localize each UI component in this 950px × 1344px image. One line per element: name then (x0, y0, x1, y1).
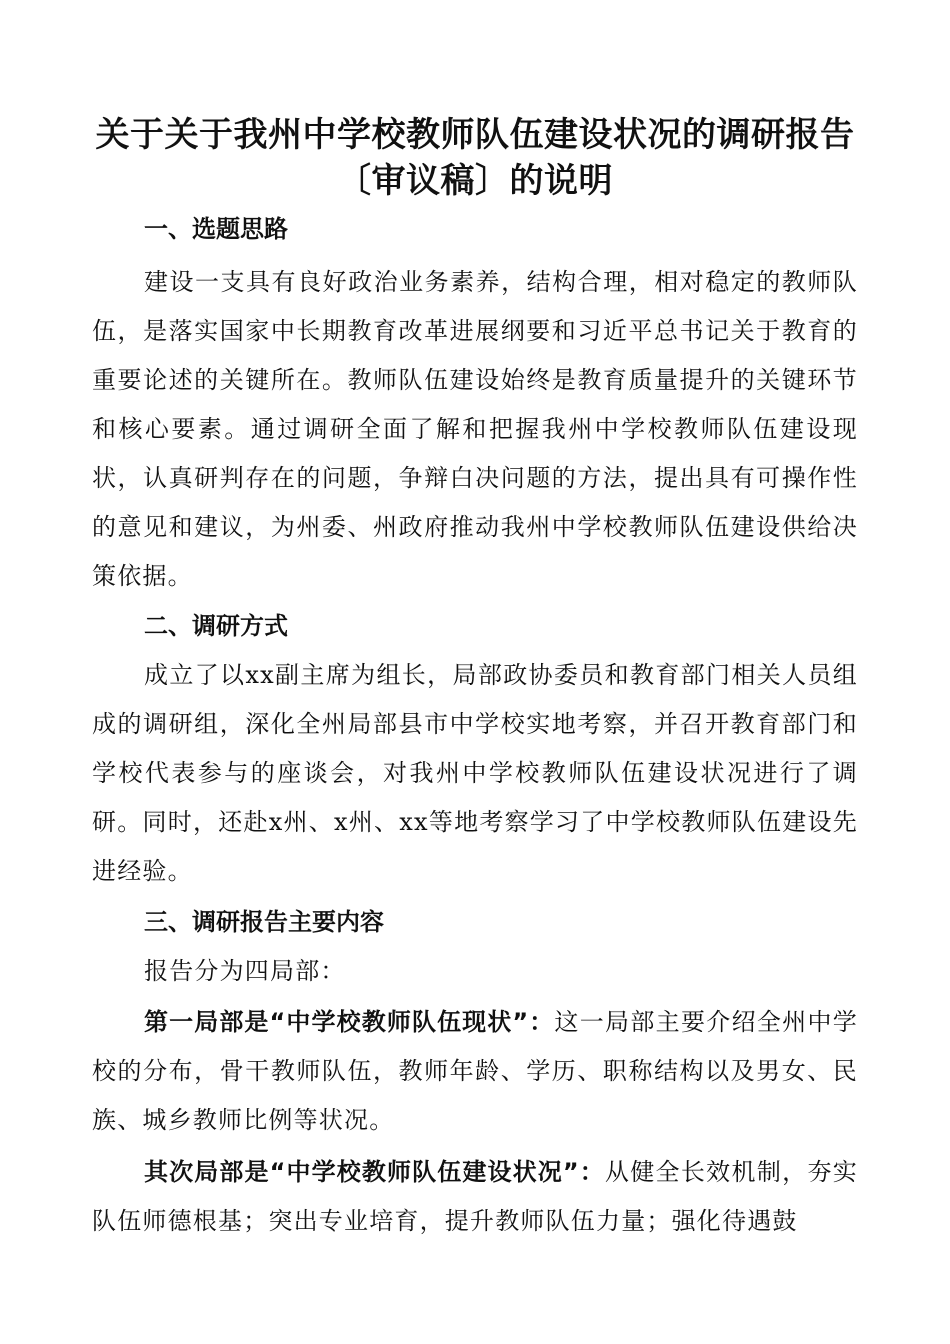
document-title: 关于关于我州中学校教师队伍建设状况的调研报告〔审议稿〕的说明 (95, 115, 855, 201)
content-part-1-lead: 第一局部是“中学校教师队伍现状”： (144, 1008, 555, 1036)
section-paragraph-topic: 建设一支具有良好政治业务素养，结构合理，相对稳定的教师队伍，是落实国家中长期教育改革进展纲要和习近平总书记关于教育的重要论述的关键所在。教师队伍建设始终是教育质量提升的关键环节和核心要素。通过调研全面了解和把握我州中学校教师队伍建设现状，认真研判存在的问题，争辩白决问题的方法，提出具有可操作性的意见和建议，为州委、州政府推动我州中学校教师队伍建设供给决策依据。 (92, 268, 858, 590)
section-heading-method: 二、调研方式 (144, 612, 288, 640)
section-heading-topic: 一、选题思路 (144, 215, 288, 243)
section-heading-content: 三、调研报告主要内容 (144, 908, 384, 936)
content-part-1 (92, 998, 858, 1145)
section-intro-content: 报告分为四局部： (144, 957, 346, 985)
content-part-1-text: 这一局部主要介绍全州中学校的分布，骨干教师队伍，教师年龄、学历、职称结构以及男女、民族、城乡教师比例等状况。 (92, 1008, 859, 1134)
content-part-2-text: 从健全长效机制，夯实队伍师德根基；突出专业培育，提升教师队伍力量；强化待遇鼓 (92, 1158, 858, 1235)
content-part-2 (92, 1148, 858, 1246)
content-part-2-lead: 其次局部是“中学校教师队伍建设状况”： (144, 1158, 605, 1186)
section-paragraph-method: 成立了以xx副主席为组长，局部政协委员和教育部门相关人员组成的调研组，深化全州局部县市中学校实地考察，并召开教育部门和学校代表参与的座谈会，对我州中学校教师队伍建设状况进行了调研。同时，还赴x州、x州、xx等地考察学习了中学校教师队伍建设先进经验。 (92, 661, 858, 885)
